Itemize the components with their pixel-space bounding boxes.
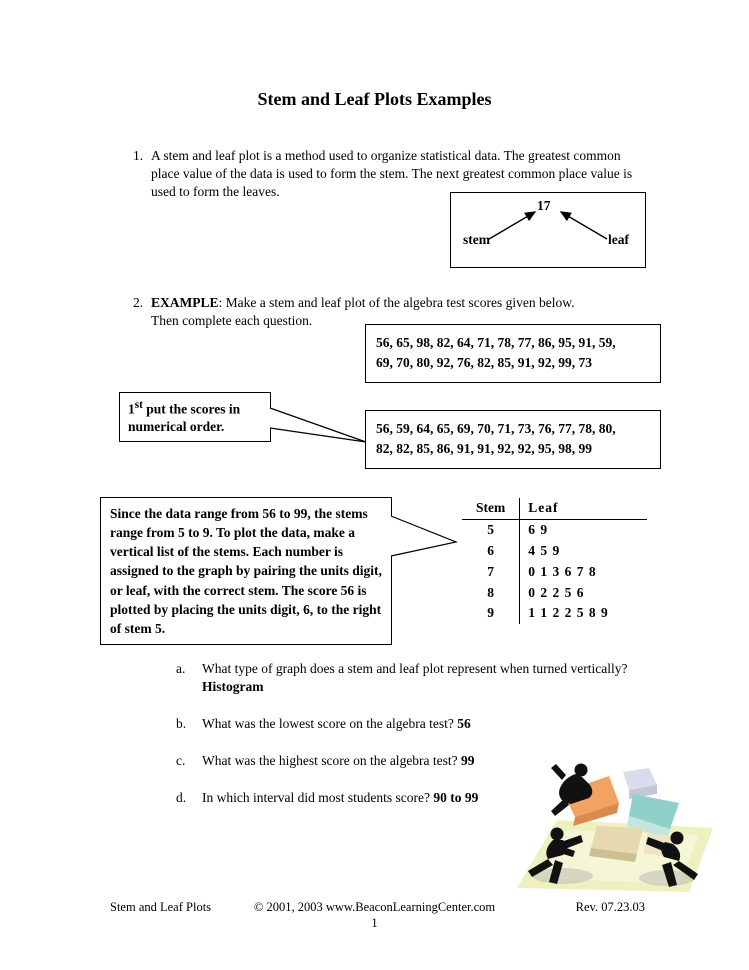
page-footer [0,899,749,915]
list-number: 2. [133,295,144,310]
question-text: What was the highest score on the algebra test? 99 [202,753,475,768]
question-letter: c. [176,753,186,768]
item2-rest: : Make a stem and leaf plot of the algebra test scores given below. [218,295,575,310]
leaf-cell: 0 1 3 6 7 8 [528,563,597,579]
unsorted-scores-line2: 69, 70, 80, 92, 76, 82, 85, 91, 92, 99, 73 [376,355,592,371]
example-label: EXAMPLE [151,295,219,310]
question-answer: 90 to 99 [433,790,479,805]
sorted-scores-box [365,410,661,469]
question-text: What was the lowest score on the algebra test? 56 [202,716,471,731]
page-number: 1 [371,916,378,930]
table-row [462,583,647,604]
question-text: In which interval did most students score? 90 to 99 [202,790,479,805]
stem-cell: 8 [462,583,520,604]
stem-leaf-table [462,498,647,624]
footer-document-title: Stem and Leaf Plots [110,900,212,914]
question-a [176,660,644,696]
pie-slice-lavender [623,768,657,799]
sorted-scores-line1: 56, 59, 64, 65, 69, 70, 71, 73, 76, 77, 78, 80, [376,421,616,436]
footer-revision: Rev. 07.23.03 [575,900,645,914]
question-answer: 99 [461,753,475,768]
question-b [176,715,644,733]
explanation-callout-tail [390,512,460,562]
leaf-cell: 0 2 2 5 6 [528,584,585,600]
table-header-row [462,498,647,519]
unsorted-scores-box [365,324,661,383]
unsorted-scores-line1: 56, 65, 98, 82, 64, 71, 78, 77, 86, 95, 91, 59, [376,335,616,350]
list-number: 1. [133,148,144,163]
item2-line1 [151,294,663,312]
stem-leaf-diagram-box [450,192,646,268]
speech-bubble [119,392,271,442]
diagram-leaf-label: leaf [608,232,629,247]
speech-bubble-tail [269,402,371,450]
leaf-header: Leaf [520,498,647,519]
bubble-line1: 1st put the scores in [128,399,241,417]
question-answer: 56 [457,716,471,731]
stem-cell: 9 [462,603,520,624]
question-letter: a. [176,661,186,676]
stem-cell: 7 [462,562,520,583]
item1-text: A stem and leaf plot is a method used to organize statistical data. The greatest common place value of the data is used to form the stem. The next greatest common place value is used to form the leaves. [151,148,633,199]
sorted-scores-line2: 82, 82, 85, 86, 91, 91, 92, 92, 95, 98, 99 [376,441,592,457]
stem-cell: 6 [462,541,520,562]
footer-copyright: © 2001, 2003 www.BeaconLearningCenter.com [253,900,496,914]
table-row [462,603,647,624]
stem-header: Stem [462,498,520,519]
diagram-value: 17 [537,198,551,213]
leaf-cell: 1 1 2 2 5 8 9 [528,605,609,621]
table-row [462,562,647,583]
page-title: Stem and Leaf Plots Examples [257,89,492,109]
leaf-arrow [561,212,607,239]
diagram-stem-label: stem [463,232,490,247]
question-letter: d. [176,790,187,805]
stem-arrow [489,212,535,239]
stem-cell: 5 [462,519,520,540]
table-row [462,519,647,540]
question-answer: Histogram [202,679,264,694]
question-text: What type of graph does a stem and leaf plot represent when turned vertically? Histogram [202,661,628,694]
leaf-cell: 6 9 [528,521,549,537]
table-row [462,541,647,562]
leaf-cell: 4 5 9 [528,542,561,558]
superscript-st: st [134,399,143,411]
bubble-line2: numerical order. [128,419,225,435]
question-letter: b. [176,716,187,731]
explanation-callout: Since the data range from 56 to 99, the stems range from 5 to 9. To plot the data, make a vertical list of the stems. Each number is assigned to the graph by pairing the units digit, or leaf, with the correct stem. The score 56 is plotted by placing the units digit, 6, to the right of stem 5. [100,497,392,645]
pie-chart-figures-clipart [505,758,725,900]
item2-line2: Then complete each question. [151,312,313,328]
